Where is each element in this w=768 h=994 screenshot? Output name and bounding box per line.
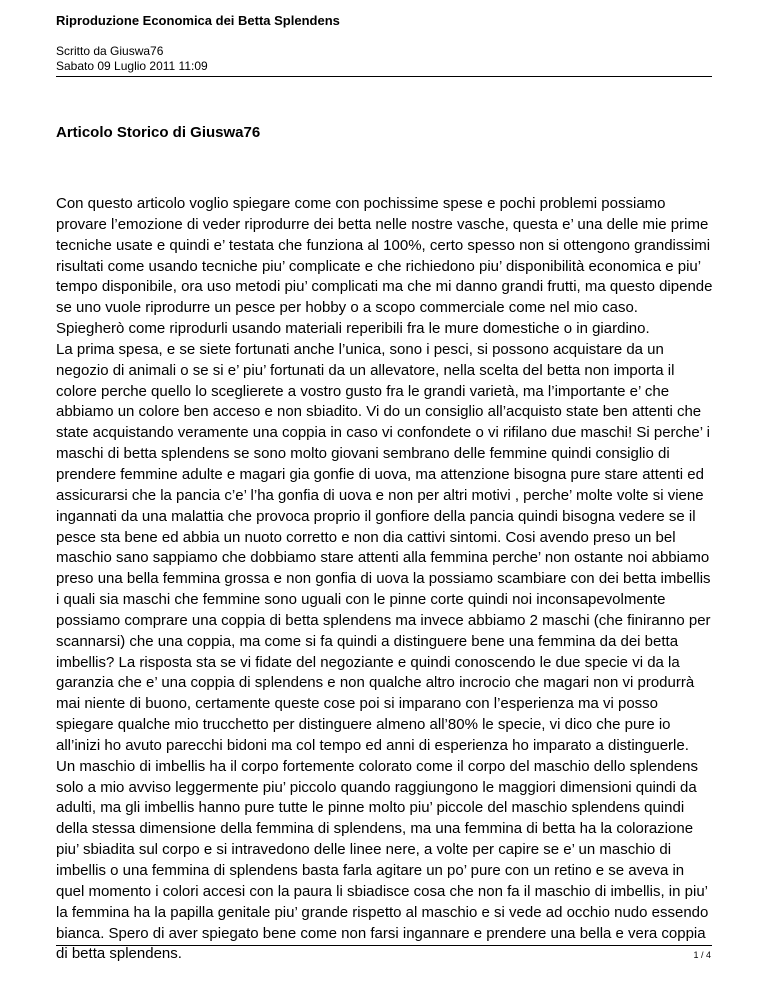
- article-paragraph: Spiegherò come riprodurli usando materiali reperibili fra le mure domestiche o in giardino.: [56, 320, 650, 338]
- article-paragraph: Un maschio di imbellis ha il corpo fortemente colorato come il corpo del maschio dello splendens solo a mio avviso leggermente piu’ piccolo quando raggiungono le maggiori dimensioni quindi da adulti, ma gli imbellis hanno pure tutte le pinne molto piu’ piccole del maschio splendens quindi della stessa dimensione della femmina di splendens, ma una femmina di betta ha la colorazione piu’ sbiadita sul corpo e si intravedono delle linee nere, a volte per capire se e’ un maschio di imbellis o una femmina di splendens basta farla agitare un po’ pure con un retino e se aveva in quel momento i colori accesi con la paura li sbiadisce cosa che non fa il maschio di imbellis, in piu’ la femmina ha la papilla genitale piu’ grande rispetto al maschio e si vede ad occhio nudo essendo bianca. Spero di aver spiegato bene come non farsi ingannare e prendere una bella e vera coppia di betta splendens.: [56, 757, 709, 963]
- article-body: [56, 194, 716, 965]
- article-paragraph: La prima spesa, e se siete fortunati anche l’unica, sono i pesci, si possono acquistare da un negozio di animali o se si e’ piu’ fortunati da un allevatore, nella scelta del betta non importa il colore perche quello lo sceglierete a vostro gusto fra le grandi varietà, ma l’importante e’ che abbiamo un colore ben acceso e non sbiadito. Vi do un consiglio all’acquisto state ben attenti che state acquistando veramente una coppia in caso vi confondete o vi rifilano due maschi! Si perche’ i maschi di betta splendens se sono molto giovani sembrano delle femmine quindi consiglio di prendere femmine adulte e magari gia gonfie di uova, ma attenzione bisogna pure stare attenti ed assicurarsi che la pancia c’e’ l’ha gonfia di uova e non per altri motivi , perche’ molte volte si viene ingannati da una malattia che provoca proprio il gonfiore della pancia quindi bisogna vedere se il pesce sta bene ed abbia un nuoto corretto e non dia cattivi sintomi. Cosi avendo preso un bel maschio sano sappiamo che dobbiamo stare attenti alla femmina perche’ non ostante noi abbiamo preso una bella femmina grossa e non gonfia di uova la possiamo scambiare con dei betta imbellis i quali sia maschi che femmine sono uguali con le pinne corte quindi noi inconsapevolmente possiamo comprare una coppia di betta splendens ma invece abbiamo 2 maschi (che finiranno per scannarsi) che una coppia, ma come si fa quindi a distinguere bene una femmina da dei betta imbellis? La risposta sta se vi fidate del negoziante e quindi conoscendo le due specie vi da la garanzia che e’ una coppia di splendens e non qualche altro incrocio che magari non vi produrrà mai niente di buono, certamente queste cose poi si imparano con l’esperienza ma vi posso spiegare qualche mio trucchetto per distinguere almeno all’80% le specie, vi dico che pure io all’inizi ho avuto parecchi bidoni ma col tempo ed anni di esperienza ho imparato a distinguerle.: [56, 340, 711, 754]
- header-divider: [56, 76, 712, 77]
- article-heading: Articolo Storico di Giuswa76: [56, 124, 261, 141]
- date-line: Sabato 09 Luglio 2011 11:09: [56, 59, 208, 73]
- footer-divider: [56, 945, 712, 946]
- page-number: 1 / 4: [693, 950, 711, 960]
- article-meta: [56, 44, 712, 74]
- article-paragraph: Con questo articolo voglio spiegare come con pochissime spese e pochi problemi possiamo provare l’emozione di veder riprodurre dei betta nelle nostre vasche, questa e’ una delle mie prime tecniche usate e quindi e’ testata che funziona al 100%, certo spesso non si ottengono grandissimi risultati come usando tecniche piu’ complicate e che richiedono piu’ disponibilità economica e piu’ tempo disponibile, ora uso metodi piu’ complicati ma che mi danno grandi frutti, ma questo dipende se uno vuole riprodurre un pesce per hobby o a scopo commerciale come nel mio caso.: [56, 195, 713, 317]
- page-header: [56, 12, 712, 74]
- author-line: Scritto da Giuswa76: [56, 44, 164, 58]
- document-title: Riproduzione Economica dei Betta Splendens: [56, 13, 340, 28]
